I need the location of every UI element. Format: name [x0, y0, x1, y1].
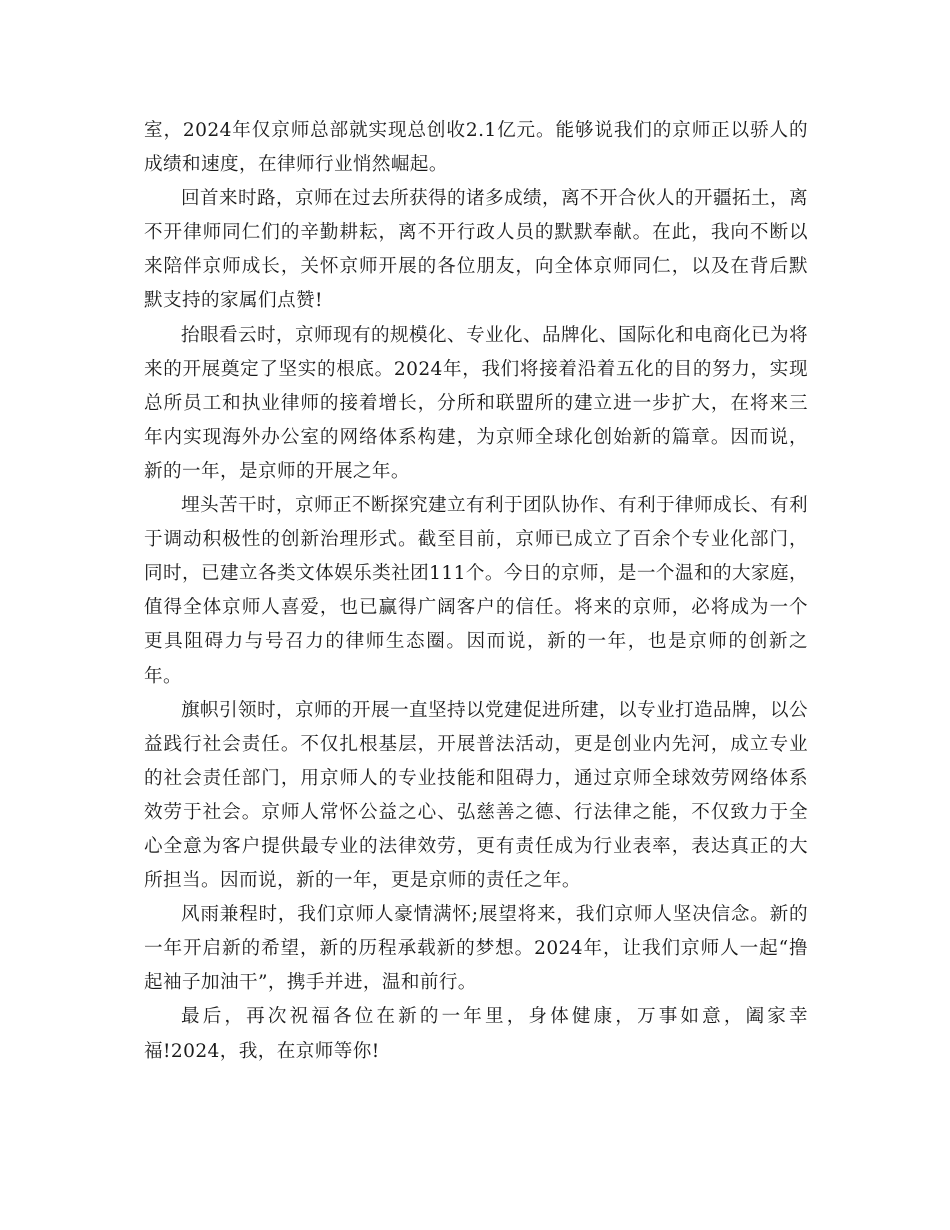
- paragraph-2: 回首来时路，京师在过去所获得的诸多成绩，离不开合伙人的开疆拓土，离不开律师同仁们的辛勤耕耘，离不开行政人员的默默奉献。在此，我向不断以来陪伴京师成长，关怀京师开展的各位朋友，向全体京师同仁，以及在背后默默支持的家属们点赞!: [144, 188, 808, 312]
- paragraph-7: 最后，再次祝福各位在新的一年里，身体健康，万事如意，阖家幸福!2024，我，在京师等你!: [144, 1006, 808, 1062]
- paragraph-5: 旗帜引领时，京师的开展一直坚持以党建促进所建，以专业打造品牌，以公益践行社会责任。不仅扎根基层，开展普法活动，更是创业内先河，成立专业的社会责任部门，用京师人的专业技能和阻碍力，通过京师全球效劳网络体系效劳于社会。京师人常怀公益之心、弘慈善之德、行法律之能，不仅致力于全心全意为客户提供最专业的法律效劳，更有责任成为行业表率，表达真正的大所担当。因而说，新的一年，更是京师的责任之年。: [144, 699, 808, 892]
- paragraph-3: 抬眼看云时，京师现有的规模化、专业化、品牌化、国际化和电商化已为将来的开展奠定了坚实的根底。2024年，我们将接着沿着五化的目的努力，实现总所员工和执业律师的接着增长，分所和联盟所的建立进一步扩大，在将来三年内实现海外办公室的网络体系构建，为京师全球化创始新的篇章。因而说，新的一年，是京师的开展之年。: [144, 324, 808, 482]
- paragraph-4: 埋头苦干时，京师正不断探究建立有利于团队协作、有利于律师成长、有利于调动积极性的创新治理形式。截至目前，京师已成立了百余个专业化部门，同时，已建立各类文体娱乐类社团111个。今日的京师，是一个温和的大家庭，值得全体京师人喜爱，也已赢得广阔客户的信任。将来的京师，必将成为一个更具阻碍力与号召力的律师生态圈。因而说，新的一年，也是京师的创新之年。: [144, 495, 808, 687]
- document-body: [144, 114, 808, 1069]
- paragraph-6: 风雨兼程时，我们京师人豪情满怀;展望将来，我们京师人坚决信念。新的一年开启新的希望，新的历程承载新的梦想。2024年，让我们京师人一起“撸起袖子加油干”，携手并进，温和前行。: [144, 904, 808, 994]
- paragraph-1: 室，2024年仅京师总部就实现总创收2.1亿元。能够说我们的京师正以骄人的成绩和速度，在律师行业悄然崛起。: [144, 120, 808, 176]
